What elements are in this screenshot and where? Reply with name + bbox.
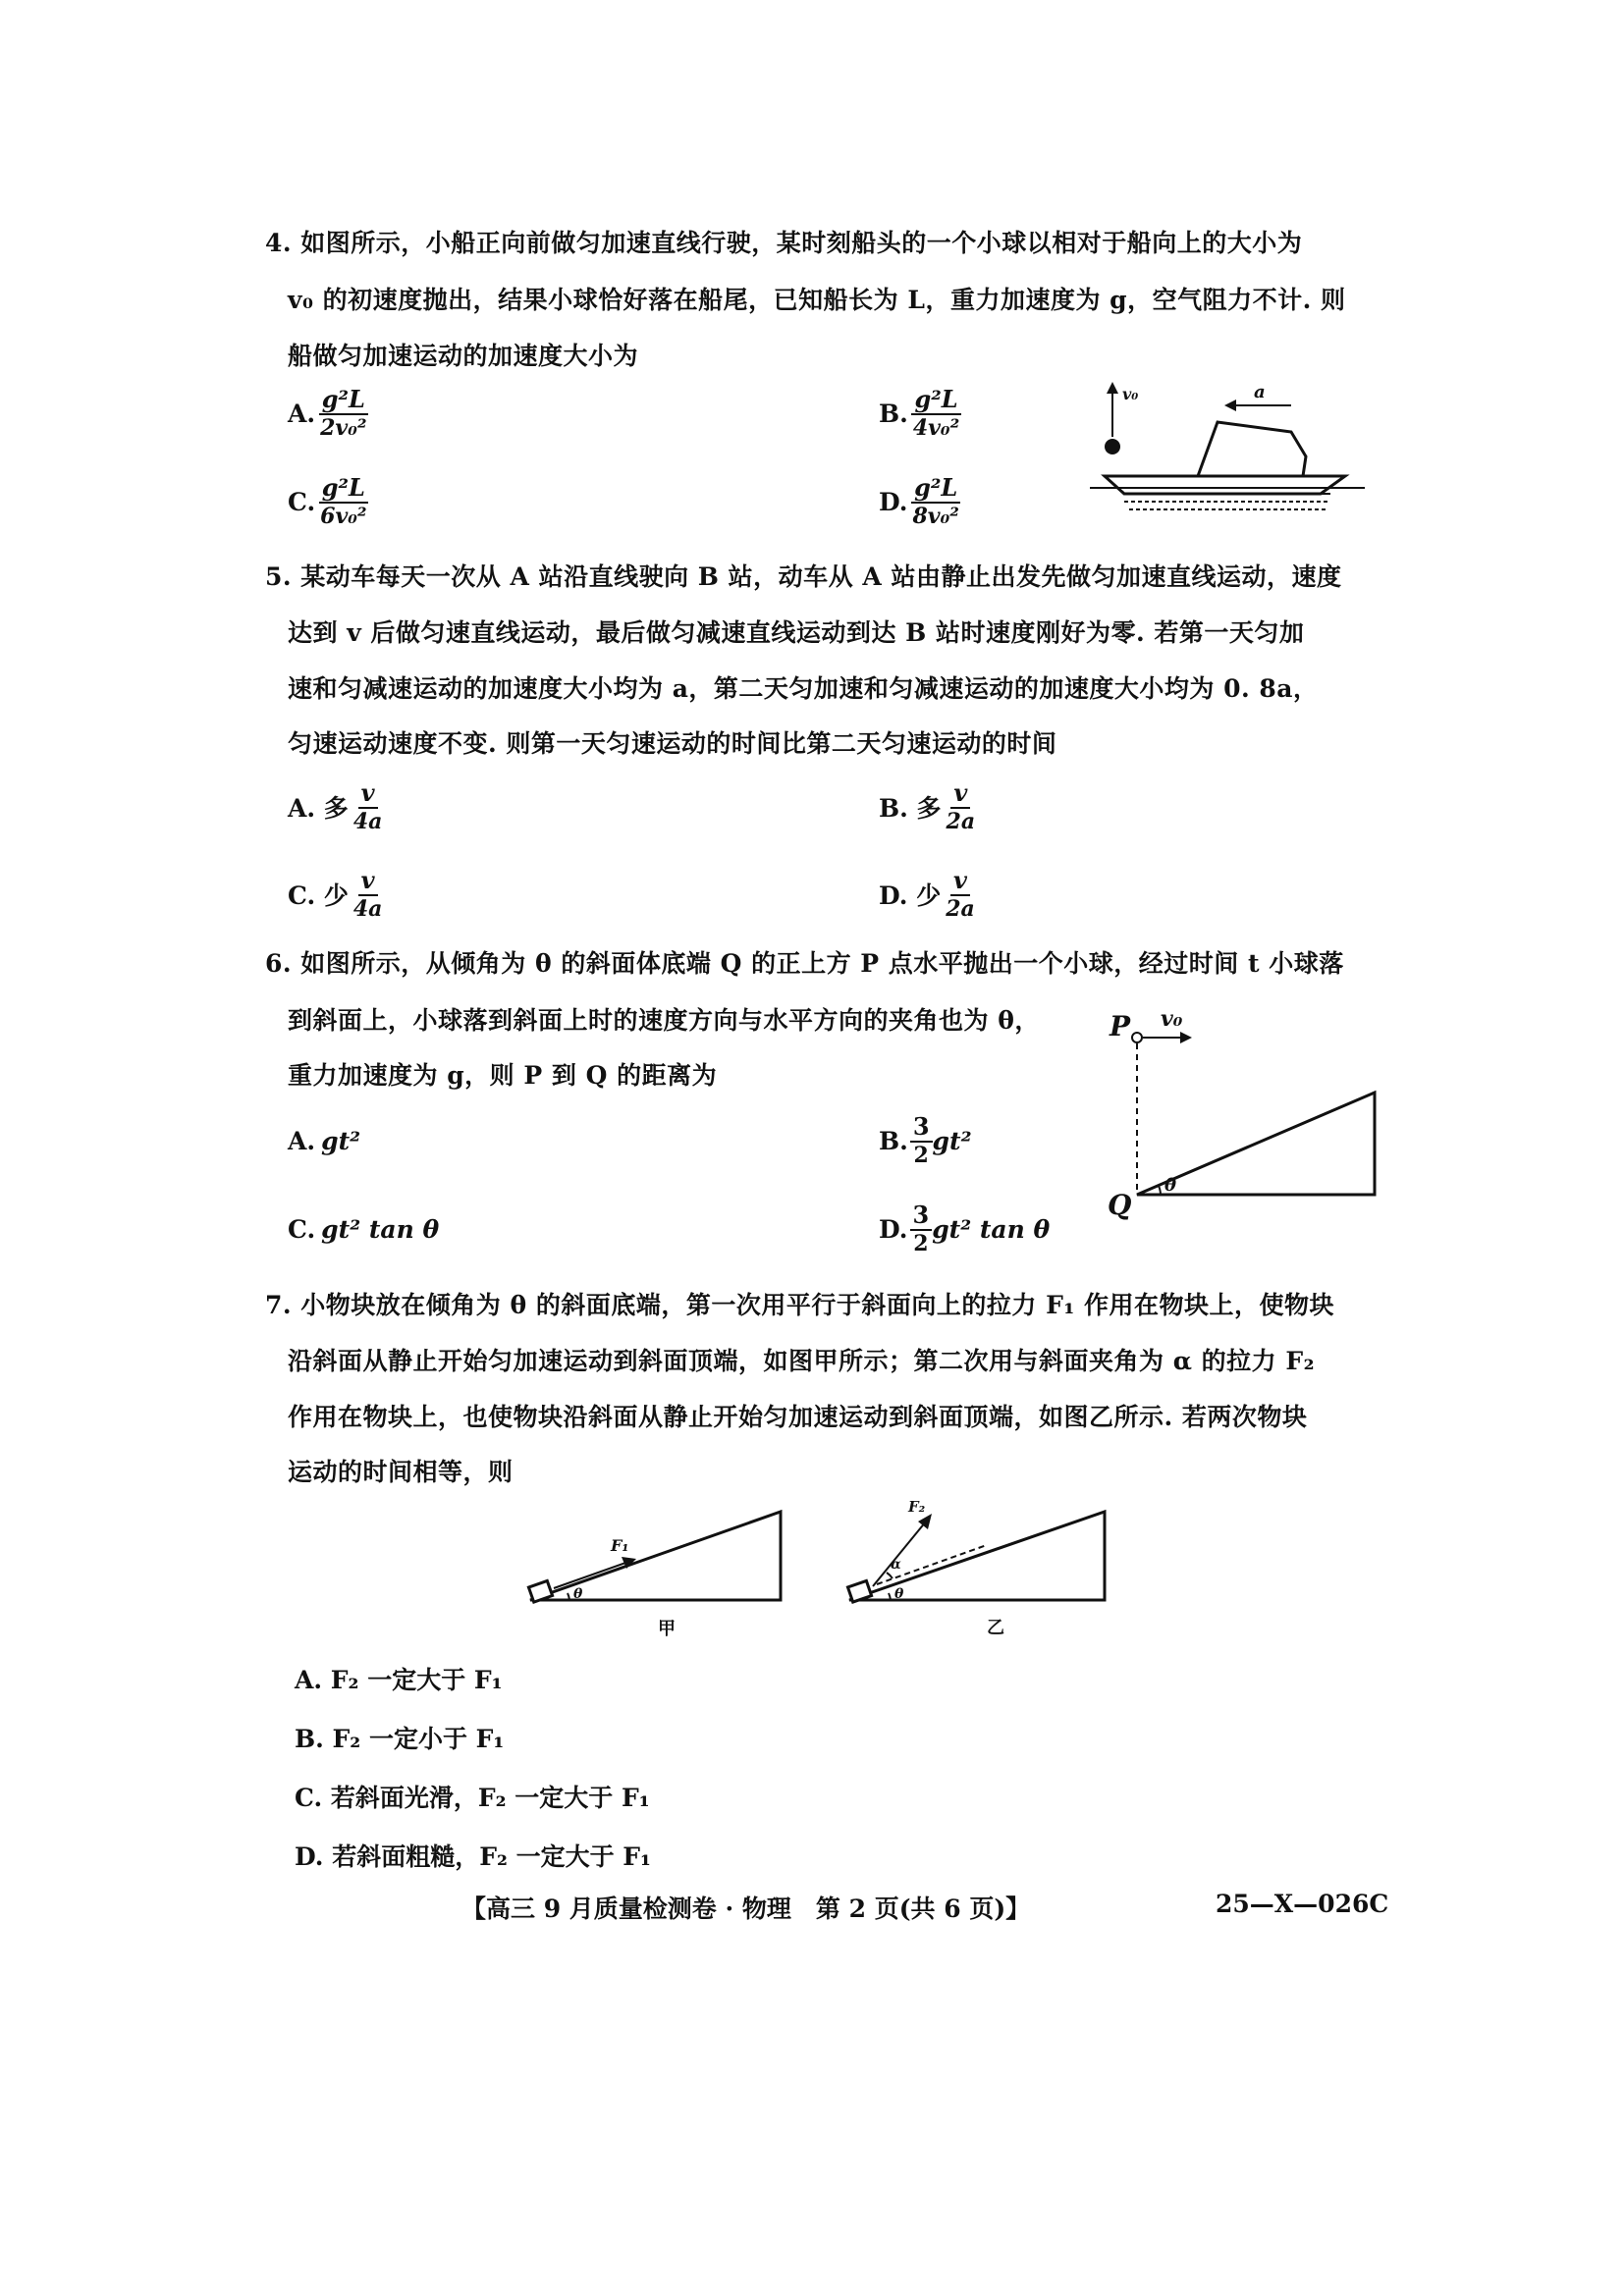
incline-triangle: [849, 1512, 1105, 1600]
q4-option-c[interactable]: C. $\frac{\text{g²L}}{\text{6v₀²}}$: [288, 476, 370, 527]
q4-option-b-fraction: $\frac{\text{g²L}}{\text{4v₀²}}$: [912, 385, 960, 441]
q4-line-3: 船做匀加速运动的加速度大小为: [288, 342, 639, 370]
fig-theta-label: θ: [573, 1586, 583, 1602]
q7-option-b[interactable]: B. F₂ 一定小于 F₁: [295, 1725, 505, 1753]
water-hatch: [1124, 494, 1330, 509]
q7-option-a[interactable]: A. F₂ 一定大于 F₁: [295, 1666, 503, 1694]
v0-arrowhead-icon: [1107, 382, 1118, 394]
boat-cabin: [1198, 422, 1306, 476]
q5-option-b[interactable]: B. 多 $\frac{v}{2a}$: [879, 778, 976, 834]
q7-figure-yi: [839, 1494, 1114, 1649]
q4-line-2: v₀ 的初速度抛出，结果小球恰好落在船尾，已知船长为 L，重力加速度为 g，空气阻力不计. 则: [288, 286, 1346, 314]
q6-option-d[interactable]: D. $\frac{3}{2}$ gt² tan θ: [879, 1201, 1051, 1256]
v0-arrowhead-icon: [1180, 1032, 1192, 1043]
q6-option-a[interactable]: A. gt²: [288, 1127, 361, 1155]
q5-line-2: 达到 v 后做匀速直线运动，最后做匀减速直线运动到达 B 站时速度刚好为零. 若第一天匀加: [288, 618, 1305, 647]
q7-option-c[interactable]: C. 若斜面光滑，F₂ 一定大于 F₁: [295, 1784, 650, 1812]
a-arrowhead-icon: [1224, 400, 1236, 411]
boat-hull: [1105, 476, 1345, 494]
q7-line-3: 作用在物块上，也使物块沿斜面从静止开始匀加速运动到斜面顶端，如图乙所示. 若两次物块: [288, 1403, 1308, 1431]
q6-incline-figure: [1090, 996, 1394, 1227]
q5-line-4: 匀速运动速度不变. 则第一天匀速运动的时间比第二天匀速运动的时间: [288, 729, 1057, 758]
fig-a-label: a: [1254, 382, 1266, 402]
q4-option-a-fraction: $\frac{\text{g²L}}{\text{2v₀²}}$: [320, 385, 367, 441]
fig-jia-label: 甲: [658, 1619, 676, 1639]
q4-boat-figure: [1085, 378, 1370, 525]
q5-option-c[interactable]: C. 少 $\frac{v}{4a}$: [288, 866, 383, 922]
fig-theta-label: θ: [1164, 1175, 1177, 1196]
q6-option-b[interactable]: B. $\frac{3}{2}$ gt²: [879, 1112, 972, 1168]
q4-option-d[interactable]: D. $\frac{\text{g²L}}{\text{8v₀²}}$: [879, 476, 962, 527]
q4-option-b[interactable]: B. $\frac{\text{g²L}}{\text{4v₀²}}$: [879, 388, 962, 439]
q5-option-d[interactable]: D. 少 $\frac{v}{2a}$: [879, 866, 975, 922]
fig-v0-label: v₀: [1122, 385, 1139, 403]
q7-line-1: 7. 小物块放在倾角为 θ 的斜面底端，第一次用平行于斜面向上的拉力 F₁ 作用在物块上，使物块: [265, 1291, 1334, 1319]
q6-line-1: 6. 如图所示，从倾角为 θ 的斜面体底端 Q 的正上方 P 点水平抛出一个小球，经过时间 t 小球落: [265, 949, 1344, 978]
fig-theta-label: θ: [894, 1586, 904, 1602]
point-p-icon: [1132, 1033, 1142, 1042]
footer-code: 25—X—026C: [1216, 1890, 1389, 1918]
incline-triangle: [530, 1512, 781, 1600]
fig-v0-label: v₀: [1161, 1006, 1183, 1032]
fig-alpha-label: α: [891, 1557, 901, 1573]
fig-p-label: P: [1110, 1010, 1131, 1042]
q6-line-3: 重力加速度为 g，则 P 到 Q 的距离为: [288, 1061, 718, 1090]
q4-option-d-fraction: $\frac{\text{g²L}}{\text{8v₀²}}$: [912, 473, 959, 529]
ball-icon: [1105, 439, 1120, 454]
q6-line-2: 到斜面上，小球落到斜面上时的速度方向与水平方向的夹角也为 θ，: [288, 1006, 1040, 1035]
alpha-arc: [887, 1573, 893, 1578]
fig-f2-label: F₂: [908, 1498, 926, 1516]
fig-q-label: Q: [1108, 1189, 1132, 1221]
footer-title: 【高三 9 月质量检测卷 · 物理 第 2 页(共 6 页)】: [461, 1895, 1031, 1923]
q5-line-3: 速和匀减速运动的加速度大小均为 a，第二天匀加速和匀减速运动的加速度大小均为 0. 8a，: [288, 674, 1319, 703]
q4-line-1: 4. 如图所示，小船正向前做匀加速直线行驶，某时刻船头的一个小球以相对于船向上的大小为: [265, 229, 1303, 257]
fig-yi-label: 乙: [987, 1618, 1004, 1638]
q5-option-a[interactable]: A. 多 $\frac{v}{4a}$: [288, 778, 383, 834]
fig-f1-label: F₁: [611, 1536, 629, 1555]
q6-option-c[interactable]: C. gt² tan θ: [288, 1215, 440, 1244]
f2-arrowhead-icon: [918, 1514, 932, 1529]
q7-line-2: 沿斜面从静止开始匀加速运动到斜面顶端，如图甲所示；第二次用与斜面夹角为 α 的拉力 F₂: [288, 1347, 1316, 1375]
q7-line-4: 运动的时间相等，则: [288, 1458, 514, 1486]
q7-option-d[interactable]: D. 若斜面粗糙，F₂ 一定大于 F₁: [295, 1842, 652, 1871]
q5-line-1: 5. 某动车每天一次从 A 站沿直线驶向 B 站，动车从 A 站由静止出发先做匀加速直线运动，速度: [265, 562, 1342, 591]
q4-option-a[interactable]: A. $\frac{\text{g²L}}{\text{2v₀²}}$: [288, 388, 369, 439]
q4-option-c-fraction: $\frac{\text{g²L}}{\text{6v₀²}}$: [320, 473, 367, 529]
q7-figure-jia: [520, 1502, 785, 1649]
